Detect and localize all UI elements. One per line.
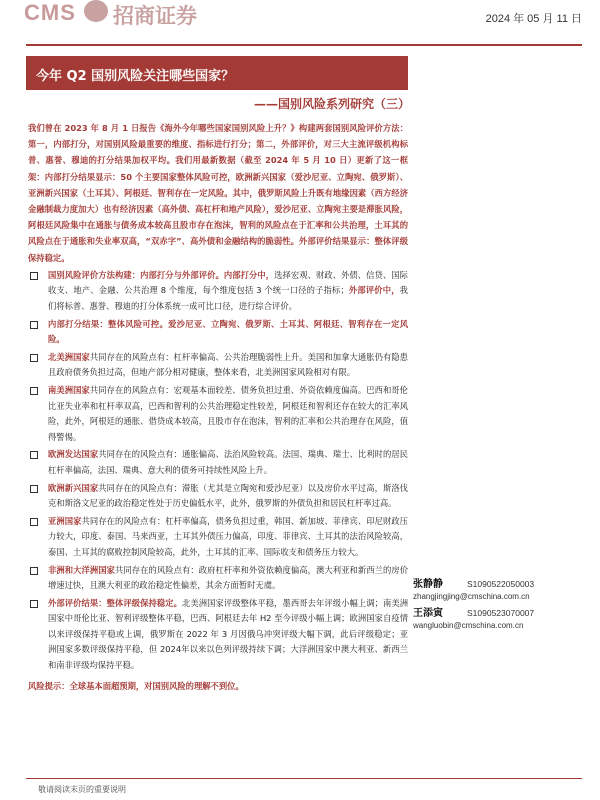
list-item [28,563,408,594]
point-heading: 亚洲国家 [48,515,82,526]
list-item [28,317,408,348]
logo-cms-text: CMS [24,0,76,25]
author-sidebar [413,575,593,633]
report-body [28,120,408,694]
point-heading: 国别风险评价方法构建：内部打分与外部评价。内部打分中， [48,269,275,280]
point-text: 共同存在的风险点有：通胀偏高、法治风险较高。法国、瑞典、瑞士、比利时的居民杠杆率偏高，法国、瑞典、意大利的债务可持续性风险上升。 [48,449,408,475]
point-text: 共同存在的风险点有：宏观基本面较差、债务负担过重、外资依赖度偏高。巴西和哥伦比亚失业率和杠杆率双高，巴西和智利的公共治理稳定性较差，阿根廷和智利还存在较大的汇率风险，此外，阿根廷的通胀、借贷成本较高，且股市存在泡沫，智利的汇率和公共治理存在风险，值得警惕。 [48,384,408,442]
risk-text: 全球基本面超预期，对国别风险的理解不到位。 [69,680,244,691]
point-heading: 欧洲发达国家 [48,449,99,460]
bullet-square-icon [30,567,38,575]
bullet-square-icon [30,272,38,280]
logo-badge-icon [84,0,108,22]
list-item [28,447,408,478]
bullet-square-icon [30,485,38,493]
report-title: 今年 Q2 国别风险关注哪些国家？ [36,69,235,84]
author-name: 王添寅 [413,608,443,619]
author-cert-number: S1090523070007 [467,608,535,618]
list-item [28,514,408,561]
bullet-square-icon [30,451,38,459]
author-entry [413,575,593,601]
footer-divider [26,778,582,779]
point-text: 我们将标普、惠誉、穆迪的打分体系统一成可比口径，进行综合评价。 [48,285,408,312]
author-email[interactable]: wangluobin@cmschina.com.cn [413,621,524,630]
bullet-square-icon [30,387,38,395]
company-logo [0,0,210,28]
point-heading: 欧洲新兴国家 [48,482,99,493]
point-text: 共同存在的风险点有：杠杆率偏高、公共治理脆弱性上升。美国和加拿大通胀仍有隐患且政府债务负担过高，但地产部分相对健康，整体来看，北美洲国家风险相对有限。 [48,351,408,378]
bullet-square-icon [30,321,38,329]
point-heading: 外部评价中， [348,285,400,296]
list-item [28,350,408,381]
bullet-square-icon [30,518,38,526]
footer-note: 敬请阅读末页的重要说明 [38,785,126,794]
header-divider [26,44,582,46]
intro-paragraph: 我们曾在 2023 年 8 月 1 日报告《海外今年哪些国家国别风险上升？》构建两套国别风险评价方法：第一，内部打分，对国别风险最重要的维度、指标进行打分；第二，外部评价，对三大主流评级机构标普、惠誉、穆迪的打分结果加权平均。我们用最新数据（截至 2024 年 5 月 10 日）更新了这一框架：内部打分结果显示：50 个主要国家整体风险可控，欧洲新兴国家（爱沙尼亚、立陶宛、俄罗斯）、亚洲新兴国家（土耳其）、阿根廷、智利存在一定风险。其中，俄罗斯风险上升既有地缘因素（西方经济金融制裁力度加大）也有经济因素（高外债、高杠杆和地产风险），爱沙尼亚、立陶宛主要是滞胀风险，阿根廷风险集中在通胀与债务成本较高且股市存在泡沫，智利的风险点在于汇率和公共治理，土耳其的风险点在于通胀和失业率双高，“双赤字”、高外债和金融结构的脆弱性。外部评价结果显示：整体评级保持稳定。 [28,123,408,263]
bullet-square-icon [30,600,38,608]
list-item [28,383,408,445]
author-name: 张静静 [413,579,443,590]
report-subtitle: ——国别风险系列研究（三） [253,97,410,111]
title-bar [26,56,408,90]
point-heading: 北美洲国家 [48,351,90,362]
author-cert-number: S1090522050003 [467,579,535,589]
risk-label: 风险提示： [28,680,70,691]
risk-warning [28,678,408,694]
author-entry [413,604,593,630]
point-text: 共同存在的风险点有：政府杠杆率和外资依赖度偏高，澳大利亚和新西兰的房价增速过快，且澳大利亚的政治稳定性偏差，其余方面暂时无虞。 [48,564,408,591]
point-text: 共同存在的风险点有：杠杆率偏高，债务负担过重，韩国、新加坡、菲律宾、印尼财政压力较大，印度、泰国、马来西亚，土耳其外债压力偏高，印度、菲律宾、土耳其的法治风险较高，泰国、土耳其的腐败控制风险较高，此外，土耳其的汇率、国际收支和债务压力较大。 [48,515,408,557]
point-text: 北美洲国家评级整体平稳，墨西哥去年评级小幅上调；南美洲国家中哥伦比亚、智利评级整体平稳，巴西、阿根廷去年 H2 至今评级小幅上调；欧洲国家自疫情以来评级保持平稳或上调，俄罗斯在 2022 年 3 月因俄乌冲突评级大幅下调，此后评级稳定；亚洲国家多数评级保持平稳，但 2024年以来以色列评级持续下调；大洋洲国家中澳大利亚、新西兰和南非评级均保持平稳。 [48,597,408,671]
key-points-list [28,268,408,674]
point-heading: 非洲和大洋洲国家 [48,564,115,575]
bullet-square-icon [30,354,38,362]
point-heading: 外部评价结果：整体评级保持稳定。 [48,597,182,608]
logo-cn-text: 招商证券 [113,4,197,28]
list-item [28,481,408,512]
report-date: 2024 年 05 月 11 日 [485,13,582,25]
list-item [28,268,408,315]
point-text: 选择宏观、财政、外债、信贷、国际收支、地产、金融、公共治理 8 个维度，每个维度包括 3 个统一口径的子指标； [48,269,408,296]
author-email[interactable]: zhangjingjing@cmschina.com.cn [413,592,530,601]
list-item [28,596,408,674]
point-heading: 南美洲国家 [48,384,90,395]
point-text: 共同存在的风险点有：滞胀（尤其是立陶宛和爱沙尼亚）以及房价水平过高，斯洛伐克和斯洛文尼亚的政治稳定性处于历史偏低水平，此外，俄罗斯的外债负担和居民杠杆率过高。 [48,482,408,509]
point-heading: 内部打分结果：整体风险可控。爱沙尼亚、立陶宛、俄罗斯、土耳其、阿根廷、智利存在一定风险。 [48,318,408,345]
